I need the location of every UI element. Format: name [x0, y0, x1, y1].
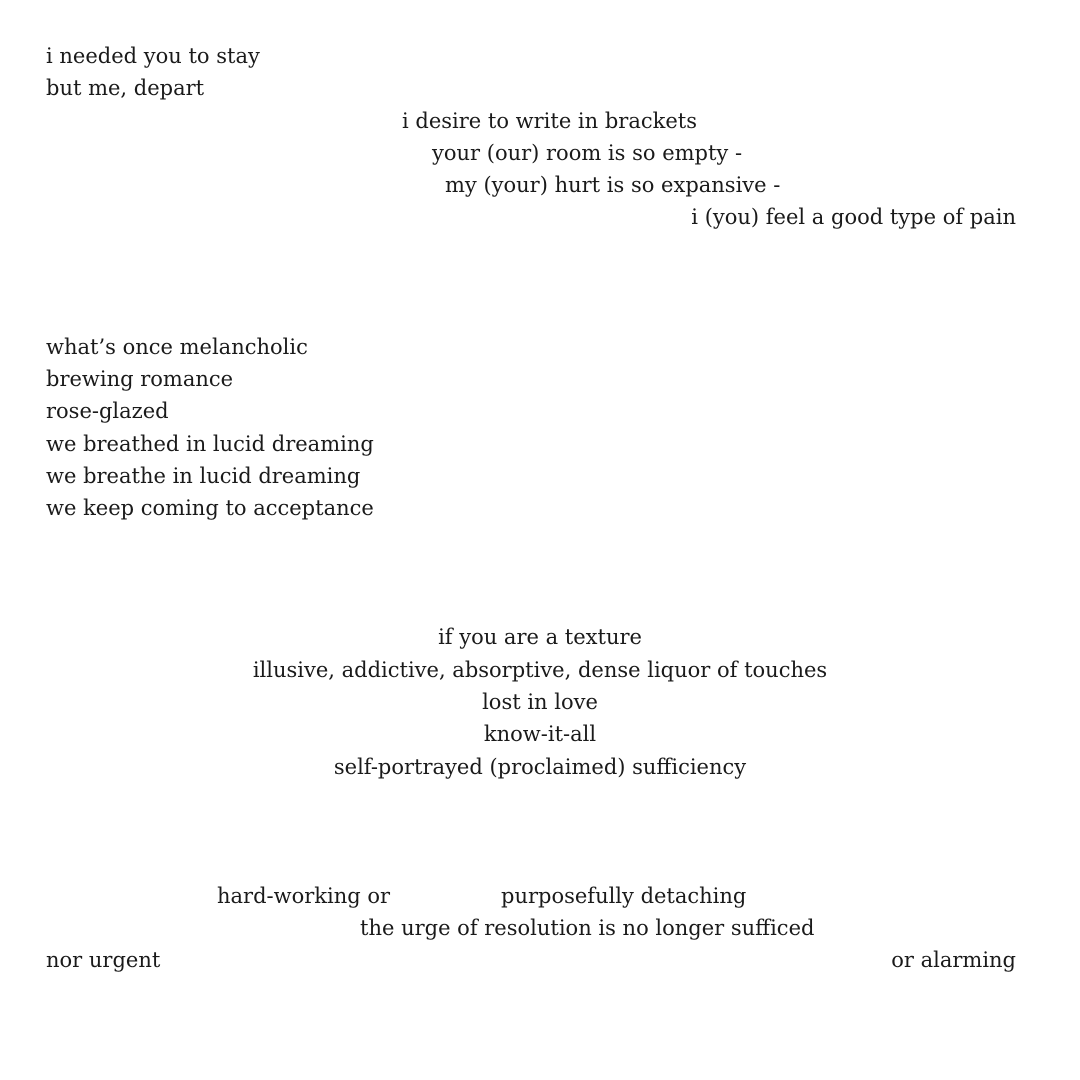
- poem-line: know-it-all: [483, 722, 597, 746]
- poem-line: we breathed in lucid dreaming: [46, 432, 374, 456]
- poem-line: but me, depart: [46, 76, 205, 100]
- poem-line: illusive, addictive, absorptive, dense liquor of touches: [252, 658, 828, 682]
- poem-line: your (our) room is so empty -: [432, 141, 743, 165]
- poem-line: or alarming: [891, 948, 1016, 972]
- poem-line: brewing romance: [46, 367, 234, 391]
- poem-line: self-portrayed (proclaimed) sufficiency: [333, 755, 747, 779]
- poem-line: the urge of resolution is no longer sufficed: [360, 916, 815, 940]
- poem-line: my (your) hurt is so expansive -: [445, 173, 781, 197]
- poem-line: hard-working or: [217, 884, 391, 908]
- poem-line: nor urgent: [46, 948, 161, 972]
- poem-line: what’s once melancholic: [46, 335, 308, 359]
- poem-line: i (you) feel a good type of pain: [691, 205, 1016, 229]
- poem-line: rose-glazed: [46, 399, 169, 423]
- poem-line: i needed you to stay: [46, 44, 260, 68]
- poem-line: i desire to write in brackets: [402, 109, 697, 133]
- poem-line: lost in love: [482, 690, 598, 714]
- poem-line: if you are a texture: [438, 625, 642, 649]
- poem-line: we breathe in lucid dreaming: [46, 464, 361, 488]
- poem-line: purposefully detaching: [501, 884, 747, 908]
- poem-line: we keep coming to acceptance: [46, 496, 374, 520]
